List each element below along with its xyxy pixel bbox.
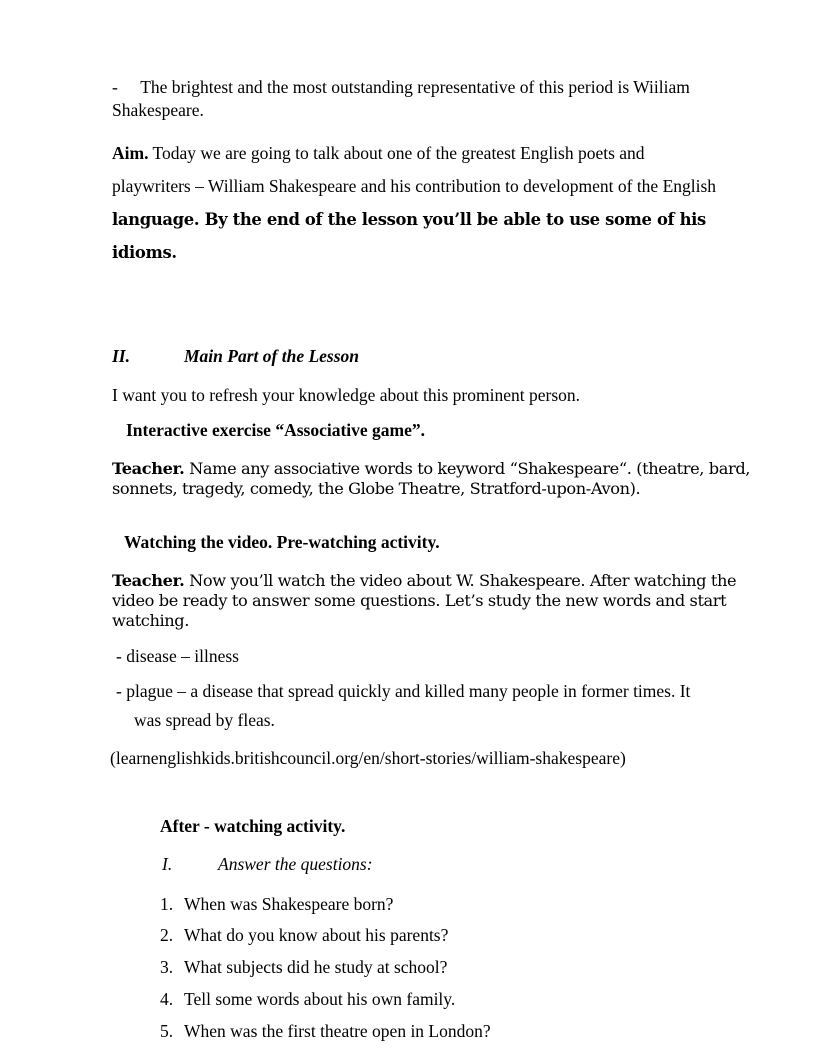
answer-task-numeral: I. xyxy=(162,854,173,875)
list-item xyxy=(160,924,772,947)
intro-bullet-marker: - xyxy=(112,77,118,97)
vocab-definition: illness xyxy=(194,645,239,666)
source-url-line: (learnenglishkids.britishcouncil.org/en/short-stories/william-shakespeare) xyxy=(110,748,626,769)
list-item xyxy=(160,893,772,916)
answer-task-title: Answer the questions: xyxy=(218,854,373,875)
watching-video-heading: Watching the video. Pre-watching activity. xyxy=(124,532,440,553)
vocab-dash: – xyxy=(181,645,190,666)
main-section-title: Main Part of the Lesson xyxy=(184,345,360,366)
vocab-item xyxy=(116,681,772,733)
vocab-dash: – xyxy=(177,680,186,701)
list-item xyxy=(160,988,772,1011)
vocab-marker: - xyxy=(116,680,122,701)
main-section-numeral: II. xyxy=(112,345,130,366)
vocab-definition: a disease that spread quickly and killed many people in former times. It xyxy=(190,680,691,701)
question-text: When was Shakespeare born? xyxy=(184,893,394,914)
intro-bullet-text: The brightest and the most outstanding representative of this period is Wiiliam Shakespeare. xyxy=(112,77,690,120)
vocab-term: plague xyxy=(126,680,173,701)
aim-label: Aim. xyxy=(112,142,149,163)
teacher-text-associative: Name any associative words to keyword “Shakespeare“. (theatre, bard, sonnets, tragedy, comedy, the Globe Theatre, Stratford-upon-Avon). xyxy=(112,458,751,498)
vocab-marker: - xyxy=(116,645,122,666)
teacher-label-video: Teacher. xyxy=(112,570,185,590)
teacher-text-video: Now you’ll watch the video about W. Shakespeare. After watching the video be ready to answer some questions. Let’s study the new words and start watching. xyxy=(112,570,737,631)
question-number: 3. xyxy=(160,957,174,978)
teacher-video-paragraph xyxy=(112,571,772,632)
interactive-exercise-heading: Interactive exercise “Associative game”. xyxy=(126,420,426,441)
list-item xyxy=(160,956,772,979)
question-text: What do you know about his parents? xyxy=(184,925,449,946)
aim-text-line2: playwriters – William Shakespeare and his contribution to development of the English xyxy=(112,175,717,196)
after-watching-heading: After - watching activity. xyxy=(160,815,346,836)
teacher-label-associative: Teacher. xyxy=(112,458,185,478)
question-number: 5. xyxy=(160,1020,174,1041)
answer-questions-heading xyxy=(162,854,772,875)
question-text: What subjects did he study at school? xyxy=(184,957,448,978)
aim-text-line1: Today we are going to talk about one of the greatest English poets and xyxy=(152,142,645,163)
question-number: 1. xyxy=(160,893,174,914)
main-section-intro-line: I want you to refresh your knowledge about this prominent person. xyxy=(112,385,581,405)
intro-bullet-paragraph xyxy=(112,76,772,122)
vocab-term: disease xyxy=(126,645,177,666)
question-number: 2. xyxy=(160,925,174,946)
vocab-definition-continuation: was spread by fleas. xyxy=(134,710,275,731)
document-body xyxy=(112,70,772,1051)
vocab-item xyxy=(116,646,772,668)
aim-paragraph xyxy=(112,137,772,270)
list-item xyxy=(160,1020,772,1043)
aim-text-line3: language. By the end of the lesson you’ll be able to use some of his idioms. xyxy=(112,210,706,263)
question-text: Tell some words about his own family. xyxy=(184,988,456,1009)
question-number: 4. xyxy=(160,988,174,1009)
question-text: When was the first theatre open in London? xyxy=(184,1020,491,1041)
questions-list xyxy=(112,893,772,1043)
main-section-heading xyxy=(112,346,772,367)
teacher-associative-paragraph xyxy=(112,459,772,499)
